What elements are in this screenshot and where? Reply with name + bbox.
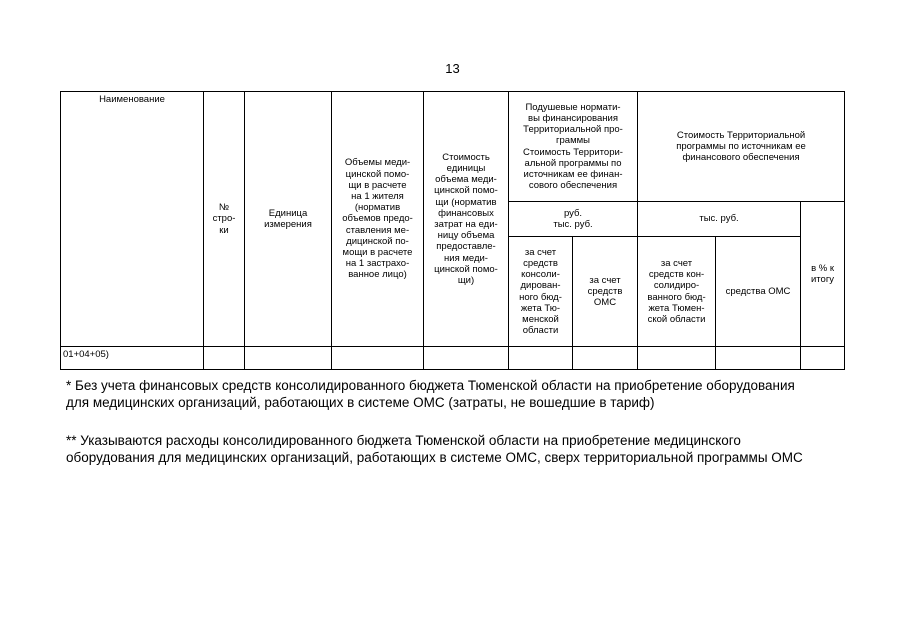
header-unit: Единица измерения: [245, 92, 332, 347]
financing-table: [60, 91, 845, 370]
table-cell: [332, 347, 424, 370]
table-cell: [204, 347, 245, 370]
table-cell: [424, 347, 509, 370]
footnote-1-line-1: * Без учета финансовых средств консолидированного бюджета Тюменской области на приобретение оборудования: [66, 378, 795, 393]
header-consolidated-budget: за счет средств консоли- дирован- ного бюд- жета Тю- менской области: [509, 237, 573, 347]
table-cell: [573, 347, 638, 370]
table-cell: [801, 347, 845, 370]
table-cell: [638, 347, 716, 370]
header-per-capita: Подушевые нормати- вы финансирования Территориальной про- граммы Стоимость Территори- альной программы по источникам ее финан- сового обеспечения: [509, 92, 638, 202]
header-oms-funds: за счет средств ОМС: [573, 237, 638, 347]
row-label: 01+04+05): [61, 347, 204, 370]
header-thousand-rub: тыс. руб.: [638, 202, 801, 237]
header-program-cost: Стоимость Территориальной программы по источникам ее финансового обеспечения: [638, 92, 845, 202]
footnote-2-line-2: оборудования для медицинских организаций, работающих в системе ОМС, сверх территориальной программы ОМС: [66, 450, 803, 465]
header-oms-funds-cost: средства ОМС: [716, 237, 801, 347]
table-cell: [716, 347, 801, 370]
header-percent: в % к итогу: [801, 202, 845, 347]
table-cell: [509, 347, 573, 370]
header-consolidated-budget-cost: за счет средств кон- солидиро- ванного бюд- жета Тюмен- ской области: [638, 237, 716, 347]
header-unit-cost: Стоимость единицы объема меди- цинской помо- щи (норматив финансовых затрат на еди- ницу объема предоставле- ния меди- цинской помо- щи): [424, 92, 509, 347]
header-row-number: № стро- ки: [204, 92, 245, 347]
footnote-1: [66, 377, 866, 411]
footnote-2-line-1: ** Указываются расходы консолидированного бюджета Тюменской области на приобретение медицинского: [66, 433, 741, 448]
header-name: Наименование: [61, 92, 204, 347]
page-number: 13: [445, 61, 460, 76]
footnote-1-line-2: для медицинских организаций, работающих в системе ОМС (затраты, не вошедшие в тариф): [66, 395, 655, 410]
header-volumes: Объемы меди- цинской помо- щи в расчете на 1 жителя (норматив объемов предо- ставления ме- дицинской по- мощи в расчете на 1 застрахо- ванное лицо): [332, 92, 424, 347]
footnote-2: [66, 432, 866, 466]
table-cell: [245, 347, 332, 370]
header-rub-thousand: руб. тыс. руб.: [509, 202, 638, 237]
table-row: [61, 347, 845, 370]
